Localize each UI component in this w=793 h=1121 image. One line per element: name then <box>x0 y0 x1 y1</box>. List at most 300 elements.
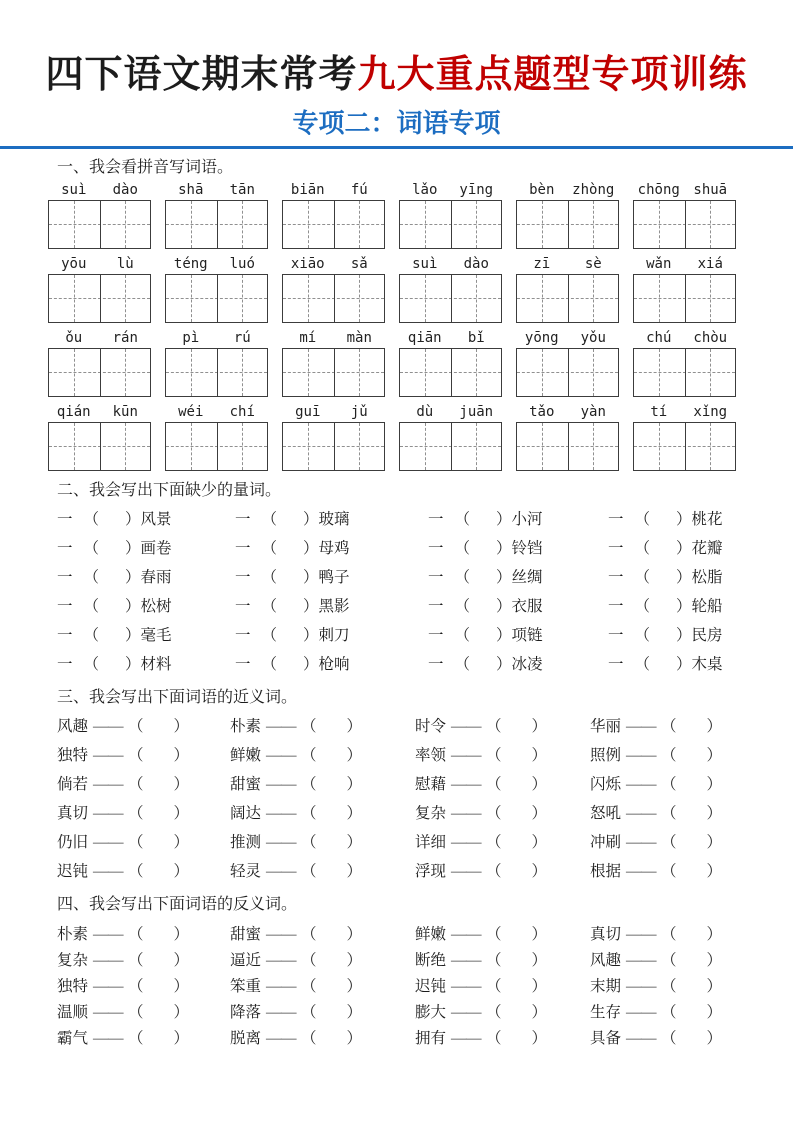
measure-word-row <box>57 591 757 620</box>
writing-grid-box[interactable] <box>165 348 268 397</box>
answer-blank[interactable] <box>317 1001 347 1017</box>
answer-blank[interactable] <box>502 949 532 965</box>
pinyin-word-group <box>399 401 502 471</box>
item-word: 鲜嫩 <box>230 747 262 765</box>
close-paren: ） <box>125 598 141 616</box>
item-prefix: 一 <box>57 511 73 529</box>
answer-blank[interactable] <box>677 745 707 761</box>
item-word: 枪响 <box>318 656 350 674</box>
open-paren: （ <box>661 834 677 852</box>
blue-divider-rule <box>0 146 793 149</box>
answer-blank[interactable] <box>277 567 303 583</box>
close-paren: ） <box>173 805 190 823</box>
item-word: 小河 <box>511 511 543 529</box>
pinyin-syllable: rán <box>112 329 138 346</box>
writing-grid-box[interactable] <box>633 274 736 323</box>
item-word: 真切 <box>57 805 89 823</box>
synonym-item <box>57 801 230 823</box>
answer-blank[interactable] <box>677 949 707 965</box>
measure-word-row <box>57 562 757 591</box>
item-word: 倘若 <box>57 776 89 794</box>
writing-grid-box[interactable] <box>165 274 268 323</box>
grid-line <box>334 423 335 470</box>
close-paren: ） <box>706 951 723 969</box>
pinyin-word-group <box>165 253 268 323</box>
item-prefix: 一 <box>428 540 444 558</box>
pinyin-word-group <box>282 179 385 249</box>
pinyin-syllable: suì <box>61 181 87 198</box>
close-paren: ） <box>496 627 512 645</box>
answer-blank[interactable] <box>144 803 174 819</box>
answer-blank[interactable] <box>144 832 174 848</box>
answer-blank[interactable] <box>317 716 347 732</box>
pinyin-row <box>48 179 748 249</box>
measure-word-row <box>57 504 757 533</box>
answer-blank[interactable] <box>677 803 707 819</box>
writing-grid-box[interactable] <box>282 422 385 471</box>
pinyin-label <box>633 401 736 422</box>
connector-dash: —— <box>451 1003 482 1021</box>
item-word: 冲刷 <box>590 834 622 852</box>
answer-blank[interactable] <box>99 509 125 525</box>
answer-blank[interactable] <box>650 654 676 670</box>
measure-word-item <box>608 536 757 558</box>
connector-dash: —— <box>93 951 124 969</box>
close-paren: ） <box>303 656 319 674</box>
pinyin-syllable: yàn <box>580 403 606 420</box>
close-paren: ） <box>303 511 319 529</box>
antonym-item <box>415 948 590 970</box>
close-paren: ） <box>173 925 190 943</box>
open-paren: （ <box>486 718 502 736</box>
close-paren: ） <box>346 925 363 943</box>
item-word: 降落 <box>230 1003 262 1021</box>
antonym-item <box>57 974 230 996</box>
answer-blank[interactable] <box>317 832 347 848</box>
open-paren: （ <box>486 805 502 823</box>
open-paren: （ <box>486 747 502 765</box>
answer-blank[interactable] <box>144 1001 174 1017</box>
open-paren: （ <box>301 863 317 881</box>
synonym-item <box>57 830 230 852</box>
pinyin-label <box>633 179 736 200</box>
writing-grid-box[interactable] <box>48 274 151 323</box>
measure-word-item <box>608 623 757 645</box>
pinyin-label <box>48 401 151 422</box>
pinyin-label <box>48 253 151 274</box>
open-paren: （ <box>83 598 100 616</box>
open-paren: （ <box>454 656 471 674</box>
answer-blank[interactable] <box>317 949 347 965</box>
connector-dash: —— <box>93 776 124 794</box>
answer-blank[interactable] <box>277 596 303 612</box>
antonym-row <box>57 1024 757 1050</box>
pinyin-word-group <box>516 179 619 249</box>
answer-blank[interactable] <box>650 538 676 554</box>
answer-blank[interactable] <box>470 567 496 583</box>
antonym-row <box>57 946 757 972</box>
answer-blank[interactable] <box>677 1027 707 1043</box>
pinyin-word-group <box>399 179 502 249</box>
open-paren: （ <box>301 776 317 794</box>
pinyin-word-group <box>48 401 151 471</box>
close-paren: ） <box>346 977 363 995</box>
antonym-item <box>230 1000 415 1022</box>
item-word: 春雨 <box>140 569 172 587</box>
answer-blank[interactable] <box>277 654 303 670</box>
writing-grid-box[interactable] <box>399 422 502 471</box>
synonym-row <box>57 856 757 885</box>
answer-blank[interactable] <box>502 832 532 848</box>
open-paren: （ <box>634 656 651 674</box>
synonym-row <box>57 740 757 769</box>
answer-blank[interactable] <box>677 832 707 848</box>
close-paren: ） <box>125 511 141 529</box>
answer-blank[interactable] <box>502 1027 532 1043</box>
item-word: 生存 <box>590 1003 622 1021</box>
writing-grid-box[interactable] <box>165 200 268 249</box>
item-word: 松树 <box>140 598 172 616</box>
antonym-item <box>590 1026 757 1048</box>
open-paren: （ <box>661 863 677 881</box>
open-paren: （ <box>454 569 471 587</box>
pinyin-label <box>48 327 151 348</box>
answer-blank[interactable] <box>502 745 532 761</box>
item-word: 拥有 <box>415 1029 447 1047</box>
answer-blank[interactable] <box>502 861 532 877</box>
open-paren: （ <box>128 747 144 765</box>
answer-blank[interactable] <box>502 803 532 819</box>
pinyin-label <box>282 179 385 200</box>
answer-blank[interactable] <box>144 949 174 965</box>
answer-blank[interactable] <box>650 567 676 583</box>
pinyin-word-group <box>399 327 502 397</box>
writing-grid-box[interactable] <box>633 348 736 397</box>
writing-grid-box[interactable] <box>633 200 736 249</box>
item-word: 材料 <box>140 656 172 674</box>
open-paren: （ <box>128 805 144 823</box>
open-paren: （ <box>83 569 100 587</box>
item-word: 逼近 <box>230 951 262 969</box>
item-prefix: 一 <box>428 569 444 587</box>
pinyin-label <box>516 327 619 348</box>
item-word: 桃花 <box>691 511 723 529</box>
close-paren: ） <box>303 569 319 587</box>
answer-blank[interactable] <box>144 774 174 790</box>
answer-blank[interactable] <box>470 625 496 641</box>
close-paren: ） <box>496 656 512 674</box>
item-word: 华丽 <box>590 718 622 736</box>
pinyin-syllable: chú <box>646 329 672 346</box>
measure-word-row <box>57 620 757 649</box>
item-word: 慰藉 <box>415 776 447 794</box>
pinyin-syllable: yōng <box>524 329 559 346</box>
item-prefix: 一 <box>235 656 251 674</box>
synonym-item <box>415 830 590 852</box>
item-prefix: 一 <box>235 598 251 616</box>
item-word: 风景 <box>140 511 172 529</box>
connector-dash: —— <box>93 977 124 995</box>
answer-blank[interactable] <box>277 625 303 641</box>
open-paren: （ <box>486 1029 502 1047</box>
antonym-item <box>415 922 590 944</box>
pinyin-word-group <box>48 179 151 249</box>
answer-blank[interactable] <box>677 861 707 877</box>
close-paren: ） <box>173 1029 190 1047</box>
open-paren: （ <box>486 863 502 881</box>
answer-blank[interactable] <box>470 509 496 525</box>
open-paren: （ <box>83 511 100 529</box>
writing-grid-box[interactable] <box>516 422 619 471</box>
item-word: 风趣 <box>57 718 89 736</box>
open-paren: （ <box>128 718 144 736</box>
pinyin-label <box>399 401 502 422</box>
answer-blank[interactable] <box>650 596 676 612</box>
answer-blank[interactable] <box>99 538 125 554</box>
open-paren: （ <box>261 598 278 616</box>
open-paren: （ <box>634 511 651 529</box>
pinyin-word-group <box>48 327 151 397</box>
item-word: 木桌 <box>691 656 723 674</box>
answer-blank[interactable] <box>502 1001 532 1017</box>
answer-blank[interactable] <box>317 774 347 790</box>
measure-word-item <box>57 507 235 529</box>
item-word: 推测 <box>230 834 262 852</box>
answer-blank[interactable] <box>99 596 125 612</box>
connector-dash: —— <box>93 925 124 943</box>
answer-blank[interactable] <box>502 923 532 939</box>
item-word: 轻灵 <box>230 863 262 881</box>
pinyin-syllable: chí <box>229 403 255 420</box>
measure-word-item <box>428 594 608 616</box>
item-word: 甜蜜 <box>230 925 262 943</box>
close-paren: ） <box>303 540 319 558</box>
connector-dash: —— <box>266 925 297 943</box>
close-paren: ） <box>303 627 319 645</box>
pinyin-syllable: dào <box>463 255 489 272</box>
item-word: 刺刀 <box>318 627 350 645</box>
answer-blank[interactable] <box>144 975 174 991</box>
open-paren: （ <box>301 805 317 823</box>
close-paren: ） <box>346 863 363 881</box>
close-paren: ） <box>346 834 363 852</box>
open-paren: （ <box>634 627 651 645</box>
close-paren: ） <box>531 977 548 995</box>
answer-blank[interactable] <box>677 975 707 991</box>
answer-blank[interactable] <box>144 716 174 732</box>
pinyin-syllable: pì <box>182 329 200 346</box>
answer-blank[interactable] <box>677 716 707 732</box>
writing-grid-box[interactable] <box>516 200 619 249</box>
connector-dash: —— <box>93 834 124 852</box>
title-black-part: 四下语文期末常考 <box>45 54 358 96</box>
close-paren: ） <box>531 1003 548 1021</box>
close-paren: ） <box>173 718 190 736</box>
synonym-item <box>230 830 415 852</box>
close-paren: ） <box>706 834 723 852</box>
answer-blank[interactable] <box>677 923 707 939</box>
answer-blank[interactable] <box>277 538 303 554</box>
writing-grid-box[interactable] <box>633 422 736 471</box>
writing-grid-box[interactable] <box>399 274 502 323</box>
open-paren: （ <box>128 977 144 995</box>
connector-dash: —— <box>266 834 297 852</box>
open-paren: （ <box>128 834 144 852</box>
writing-grid-box[interactable] <box>399 348 502 397</box>
open-paren: （ <box>301 977 317 995</box>
section-heading-synonyms: 三、我会写出下面词语的近义词。 <box>57 688 298 706</box>
item-word: 风趣 <box>590 951 622 969</box>
answer-blank[interactable] <box>677 774 707 790</box>
writing-grid-box[interactable] <box>48 422 151 471</box>
writing-grid-box[interactable] <box>48 200 151 249</box>
pinyin-label <box>516 401 619 422</box>
pinyin-label <box>399 179 502 200</box>
connector-dash: —— <box>626 1029 657 1047</box>
answer-blank[interactable] <box>99 567 125 583</box>
measure-word-item <box>428 536 608 558</box>
measure-word-item <box>428 652 608 674</box>
close-paren: ） <box>346 805 363 823</box>
answer-blank[interactable] <box>502 975 532 991</box>
pinyin-row <box>48 253 748 323</box>
connector-dash: —— <box>266 776 297 794</box>
connector-dash: —— <box>93 805 124 823</box>
item-word: 复杂 <box>57 951 89 969</box>
answer-blank[interactable] <box>317 1027 347 1043</box>
grid-line <box>334 275 335 322</box>
writing-grid-box[interactable] <box>282 274 385 323</box>
item-word: 根据 <box>590 863 622 881</box>
antonym-item <box>57 1026 230 1048</box>
item-word: 详细 <box>415 834 447 852</box>
answer-blank[interactable] <box>144 861 174 877</box>
pinyin-syllable: chōng <box>637 181 680 198</box>
connector-dash: —— <box>93 747 124 765</box>
open-paren: （ <box>661 805 677 823</box>
connector-dash: —— <box>266 1029 297 1047</box>
measure-word-item <box>235 507 428 529</box>
answer-blank[interactable] <box>317 975 347 991</box>
page-subtitle: 专项二：词语专项 <box>292 108 501 138</box>
grid-line <box>568 349 569 396</box>
item-word: 丝绸 <box>511 569 543 587</box>
answer-blank[interactable] <box>277 509 303 525</box>
answer-blank[interactable] <box>502 716 532 732</box>
answer-blank[interactable] <box>317 923 347 939</box>
measure-word-item <box>235 536 428 558</box>
item-word: 画卷 <box>140 540 172 558</box>
close-paren: ） <box>676 627 692 645</box>
writing-grid-box[interactable] <box>48 348 151 397</box>
writing-grid-box[interactable] <box>282 200 385 249</box>
pinyin-syllable: xiá <box>697 255 723 272</box>
answer-blank[interactable] <box>470 596 496 612</box>
connector-dash: —— <box>451 863 482 881</box>
synonym-item <box>230 772 415 794</box>
writing-grid-box[interactable] <box>516 274 619 323</box>
item-word: 照例 <box>590 747 622 765</box>
pinyin-word-group <box>165 179 268 249</box>
measure-word-row <box>57 649 757 678</box>
answer-blank[interactable] <box>650 509 676 525</box>
close-paren: ） <box>173 863 190 881</box>
grid-line <box>685 275 686 322</box>
answer-blank[interactable] <box>650 625 676 641</box>
answer-blank[interactable] <box>317 745 347 761</box>
open-paren: （ <box>83 627 100 645</box>
open-paren: （ <box>83 656 100 674</box>
connector-dash: —— <box>93 863 124 881</box>
synonym-item <box>590 743 757 765</box>
item-word: 浮现 <box>415 863 447 881</box>
pinyin-syllable: xǐng <box>693 403 728 420</box>
answer-blank[interactable] <box>144 745 174 761</box>
synonym-item <box>57 859 230 881</box>
pinyin-syllable: tān <box>229 181 255 198</box>
item-word: 铃铛 <box>511 540 543 558</box>
answer-blank[interactable] <box>99 625 125 641</box>
pinyin-word-group <box>633 179 736 249</box>
close-paren: ） <box>706 863 723 881</box>
pinyin-syllable: shuā <box>693 181 728 198</box>
open-paren: （ <box>454 627 471 645</box>
answer-blank[interactable] <box>144 1027 174 1043</box>
connector-dash: —— <box>626 863 657 881</box>
answer-blank[interactable] <box>502 774 532 790</box>
writing-grid-box[interactable] <box>516 348 619 397</box>
writing-grid-box[interactable] <box>399 200 502 249</box>
connector-dash: —— <box>626 776 657 794</box>
close-paren: ） <box>346 1029 363 1047</box>
pinyin-syllable: zhòng <box>572 181 615 198</box>
pinyin-label <box>633 253 736 274</box>
answer-blank[interactable] <box>317 861 347 877</box>
connector-dash: —— <box>451 977 482 995</box>
open-paren: （ <box>261 569 278 587</box>
pinyin-label <box>165 253 268 274</box>
answer-blank[interactable] <box>144 923 174 939</box>
grid-line <box>451 275 452 322</box>
pinyin-syllable: tí <box>650 403 668 420</box>
open-paren: （ <box>128 776 144 794</box>
close-paren: ） <box>346 718 363 736</box>
page-title <box>0 0 793 98</box>
open-paren: （ <box>128 863 144 881</box>
close-paren: ） <box>531 834 548 852</box>
answer-blank[interactable] <box>317 803 347 819</box>
grid-line <box>334 349 335 396</box>
grid-line <box>451 349 452 396</box>
close-paren: ） <box>496 511 512 529</box>
synonym-item <box>415 772 590 794</box>
open-paren: （ <box>83 540 100 558</box>
close-paren: ） <box>346 1003 363 1021</box>
close-paren: ） <box>706 747 723 765</box>
pinyin-syllable: chòu <box>693 329 728 346</box>
writing-grid-box[interactable] <box>165 422 268 471</box>
answer-blank[interactable] <box>677 1001 707 1017</box>
connector-dash: —— <box>266 863 297 881</box>
writing-grid-box[interactable] <box>282 348 385 397</box>
answer-blank[interactable] <box>470 538 496 554</box>
synonym-item <box>57 714 230 736</box>
pinyin-word-group <box>516 327 619 397</box>
item-prefix: 一 <box>608 540 624 558</box>
answer-blank[interactable] <box>99 654 125 670</box>
answer-blank[interactable] <box>470 654 496 670</box>
close-paren: ） <box>706 925 723 943</box>
